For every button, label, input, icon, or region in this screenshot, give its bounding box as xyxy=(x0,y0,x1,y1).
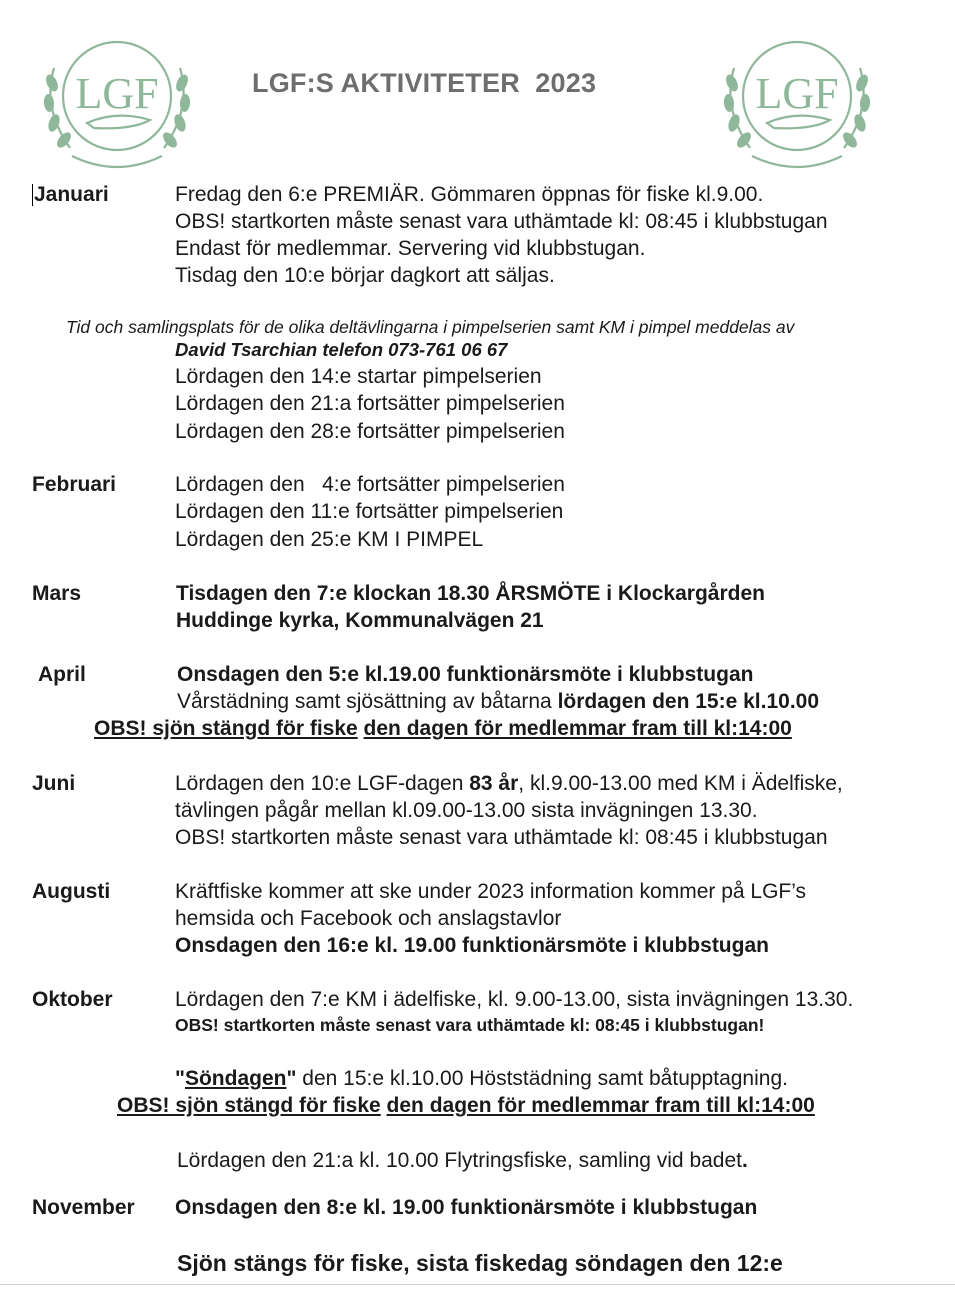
augusti-line-2: hemsida och Facebook och anslagstavlor xyxy=(175,907,562,930)
juni-line-1-a: Lördagen den 10:e LGF-dagen xyxy=(175,772,470,795)
januari-line-1: Fredag den 6:e PREMIÄR. Gömmaren öppnas för fiske kl.9.00. xyxy=(175,183,764,206)
juni-anniversary: 83 år xyxy=(469,772,519,795)
juni-line-1 xyxy=(175,770,843,797)
augusti-line-3: Onsdagen den 16:e kl. 19.00 funktionärsmöte i klubbstugan xyxy=(175,934,769,957)
oktober-line-4 xyxy=(117,1092,815,1119)
quote-close: " xyxy=(286,1067,297,1090)
juni-line-3: OBS! startkorten måste senast vara uthämtade kl: 08:45 i klubbstugan xyxy=(175,826,828,849)
month-april: April xyxy=(38,663,86,686)
text-cursor xyxy=(32,184,33,206)
augusti-line-1: Kräftfiske kommer att ske under 2023 information kommer på LGF’s xyxy=(175,880,807,903)
oktober-line-5 xyxy=(177,1147,748,1174)
month-juni: Juni xyxy=(32,772,76,795)
month-februari: Februari xyxy=(32,473,117,496)
oktober-line-2: OBS! startkorten måste senast vara uthämtade kl: 08:45 i klubbstugan! xyxy=(175,1015,765,1035)
oktober-closed-notice: OBS! sjön stängd för fiske xyxy=(117,1094,381,1117)
logo-text: LGF xyxy=(755,69,839,118)
lgf-logo-left xyxy=(32,28,202,178)
page-bottom-edge xyxy=(0,1284,955,1285)
januari-line-5: Lördagen den 14:e startar pimpelserien xyxy=(175,365,542,388)
april-line-1: Onsdagen den 5:e kl.19.00 funktionärsmöte i klubbstugan xyxy=(177,663,754,686)
quote-open: " xyxy=(175,1067,185,1090)
oktober-closed-detail: den dagen för medlemmar fram till kl:14:00 xyxy=(386,1094,815,1117)
januari-line-7: Lördagen den 28:e fortsätter pimpelserien xyxy=(175,420,565,443)
oktober-line-1: Lördagen den 7:e KM i ädelfiske, kl. 9.00-13.00, sista invägningen 13.30. xyxy=(175,988,854,1011)
februari-line-2: Lördagen den 11:e fortsätter pimpelserien xyxy=(175,500,564,523)
januari-line-2: OBS! startkorten måste senast vara uthämtade kl: 08:45 i klubbstugan xyxy=(175,210,828,233)
januari-line-4: Tisdag den 10:e börjar dagkort att säljas. xyxy=(175,264,555,287)
oktober-line-3 xyxy=(175,1065,788,1092)
juni-line-1-c: , kl.9.00-13.00 med KM i Ädelfiske, xyxy=(518,772,843,795)
juni-line-2: tävlingen pågår mellan kl.09.00-13.00 sista invägningen 13.30. xyxy=(175,799,758,822)
april-line-3 xyxy=(94,715,792,742)
month-november: November xyxy=(32,1196,135,1219)
month-mars: Mars xyxy=(32,582,82,605)
november-line-2: Sjön stängs för fiske, sista fiskedag söndagen den 12:e xyxy=(177,1250,783,1276)
oktober-line-5-period: . xyxy=(742,1149,748,1172)
pimpel-note: Tid och samlingsplats för de olika deltävlingarna i pimpelserien samt KM i pimpel meddelas av xyxy=(66,317,795,337)
april-closed-detail: den dagen för medlemmar fram till kl:14:00 xyxy=(363,717,792,740)
month-oktober: Oktober xyxy=(32,988,113,1011)
april-closed-notice: OBS! sjön stängd för fiske xyxy=(94,717,358,740)
oktober-sondagen: Söndagen xyxy=(184,1067,287,1090)
page-title: LGF:S AKTIVITETER 2023 xyxy=(252,68,597,98)
oktober-line-5-text: Lördagen den 21:a kl. 10.00 Flytringsfiske, samling vid badet xyxy=(177,1149,743,1172)
month-januari: Januari xyxy=(34,183,109,206)
month-augusti: Augusti xyxy=(32,880,111,903)
november-line-1: Onsdagen den 8:e kl. 19.00 funktionärsmöte i klubbstugan xyxy=(175,1196,758,1219)
januari-line-6: Lördagen den 21:a fortsätter pimpelserien xyxy=(175,392,565,415)
mars-line-1: Tisdagen den 7:e klockan 18.30 ÅRSMÖTE i Klockargården xyxy=(176,582,765,605)
oktober-line-3-text: den 15:e kl.10.00 Höststädning samt båtupptagning. xyxy=(296,1067,788,1090)
januari-line-3: Endast för medlemmar. Servering vid klubbstugan. xyxy=(175,237,646,260)
logo-text: LGF xyxy=(75,69,159,118)
april-line-2-date: lördagen den 15:e kl.10.00 xyxy=(557,690,820,713)
februari-line-1: Lördagen den 4:e fortsätter pimpelserien xyxy=(175,473,565,496)
mars-line-2: Huddinge kyrka, Kommunalvägen 21 xyxy=(176,609,544,632)
contact-line: David Tsarchian telefon 073-761 06 67 xyxy=(175,339,508,360)
april-line-2 xyxy=(177,688,819,715)
februari-line-3: Lördagen den 25:e KM I PIMPEL xyxy=(175,528,484,551)
lgf-logo-right xyxy=(712,28,882,178)
april-line-2-text: Vårstädning samt sjösättning av båtarna xyxy=(177,690,558,713)
